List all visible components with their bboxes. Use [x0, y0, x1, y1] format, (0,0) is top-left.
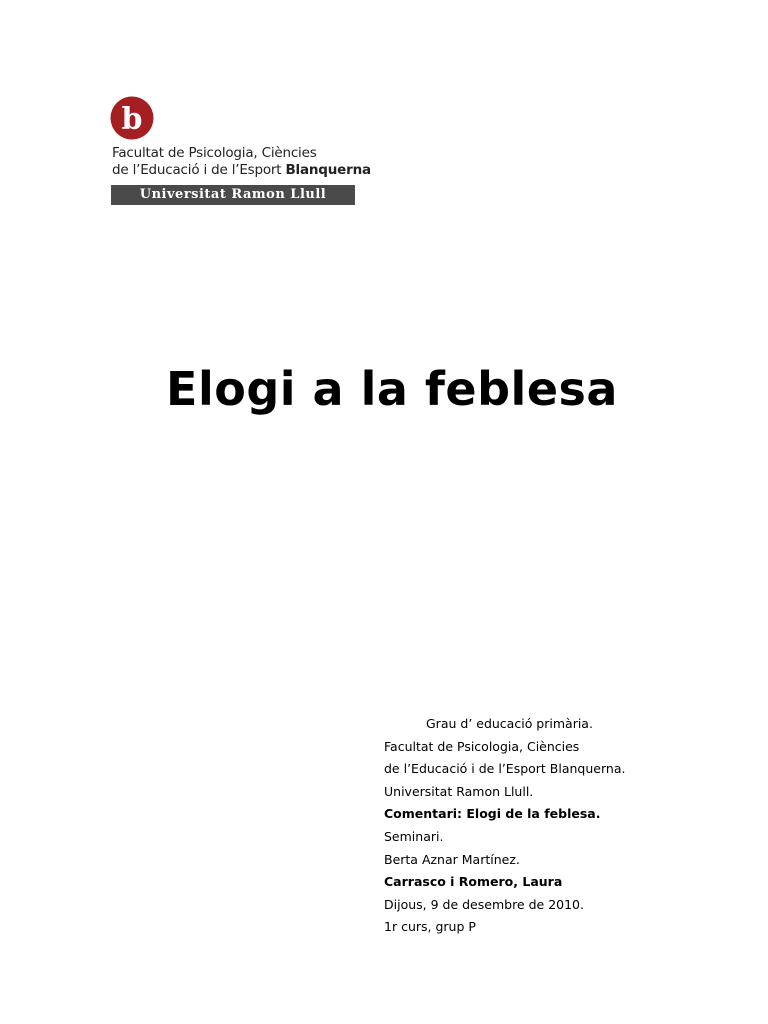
info-university: Universitat Ramon Llull.: [384, 783, 534, 799]
info-faculty-line-1: Facultat de Psicologia, Ciències: [384, 738, 580, 754]
blanquerna-b-seal-icon: [110, 96, 154, 140]
logo-letter: b: [121, 102, 143, 137]
logo-faculty-line-1: Facultat de Psicologia, Ciències: [112, 145, 317, 161]
info-course-type: Seminari.: [384, 828, 444, 844]
faculty-logo: [110, 96, 371, 211]
info-faculty-line-2: de l’Educació i de l’Esport Blanquerna.: [384, 761, 626, 777]
info-group: 1r curs, grup P: [384, 919, 476, 935]
info-teacher: Berta Aznar Martínez.: [384, 851, 520, 867]
logo-faculty-line-2: [112, 162, 371, 178]
info-comment: Comentari: Elogi de la feblesa.: [384, 806, 601, 822]
info-degree: Grau d’ educació primària.: [426, 716, 593, 731]
logo-university-bar: Universitat Ramon Llull: [111, 185, 355, 205]
cover-info-block: [384, 713, 754, 939]
info-student: Carrasco i Romero, Laura: [384, 874, 563, 890]
logo-faculty-line-2-bold: Blanquerna: [285, 162, 371, 178]
document-title: Elogi a la feblesa: [166, 362, 618, 416]
logo-faculty-line-2-regular: de l’Educació i de l’Esport: [112, 162, 286, 178]
info-date: Dijous, 9 de desembre de 2010.: [384, 896, 584, 912]
